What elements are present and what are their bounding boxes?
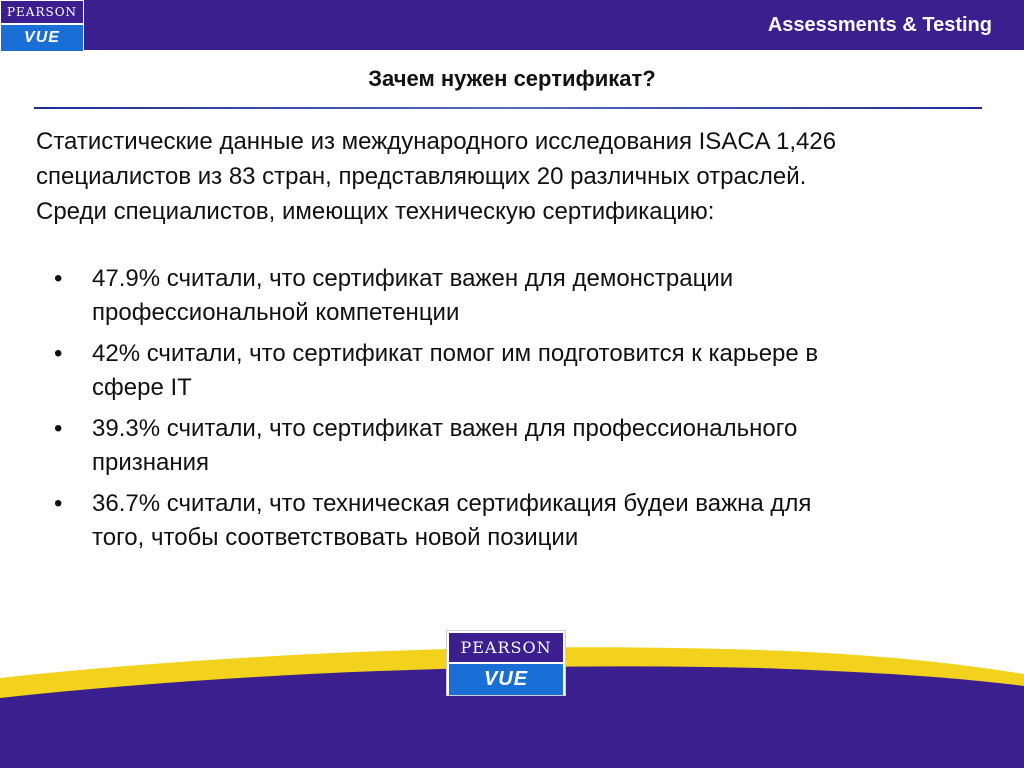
list-item [36,337,976,405]
logo-vue-text: VUE [449,664,563,695]
statistics-list [36,262,976,562]
list-item-text: 42% считали, что сертификат помог им подготовится к карьере в [92,340,819,367]
list-item-text: признания [92,449,210,476]
list-item-text: профессиональной компетенции [92,299,460,326]
list-item [36,412,976,480]
intro-line: Среди специалистов, имеющих техническую сертификацию: [36,198,715,225]
list-item [36,262,976,330]
list-item-text: сфере IT [92,374,192,401]
intro-line: Статистические данные из международного исследования ISACA 1,426 [36,128,837,155]
brand-tagline: Assessments & Testing [767,14,992,36]
logo-pearson-text: PEARSON [1,1,83,23]
logo-vue-text: VUE [1,25,83,51]
slide-title: Зачем нужен сертификат? [368,66,656,91]
intro-paragraph [36,124,996,229]
list-item-text: 39.3% считали, что сертификат важен для профессионального [92,415,798,442]
logo-pearson-text: PEARSON [449,633,563,662]
pearson-vue-footer-logo [447,631,565,695]
bullet-icon: • [54,265,63,292]
list-item-text: 36.7% считали, что техническая сертификация будеи важна для [92,490,812,517]
list-item-text: 47.9% считали, что сертификат важен для демонстрации [92,265,734,292]
bullet-icon: • [54,340,63,367]
list-item [36,487,976,555]
bullet-icon: • [54,415,63,442]
pearson-vue-logo [0,0,84,50]
list-item-text: того, чтобы соответствовать новой позиции [92,524,579,551]
bullet-icon: • [54,490,63,517]
title-divider [34,107,982,109]
intro-line: специалистов из 83 стран, представляющих 20 различных отраслей. [36,163,807,190]
